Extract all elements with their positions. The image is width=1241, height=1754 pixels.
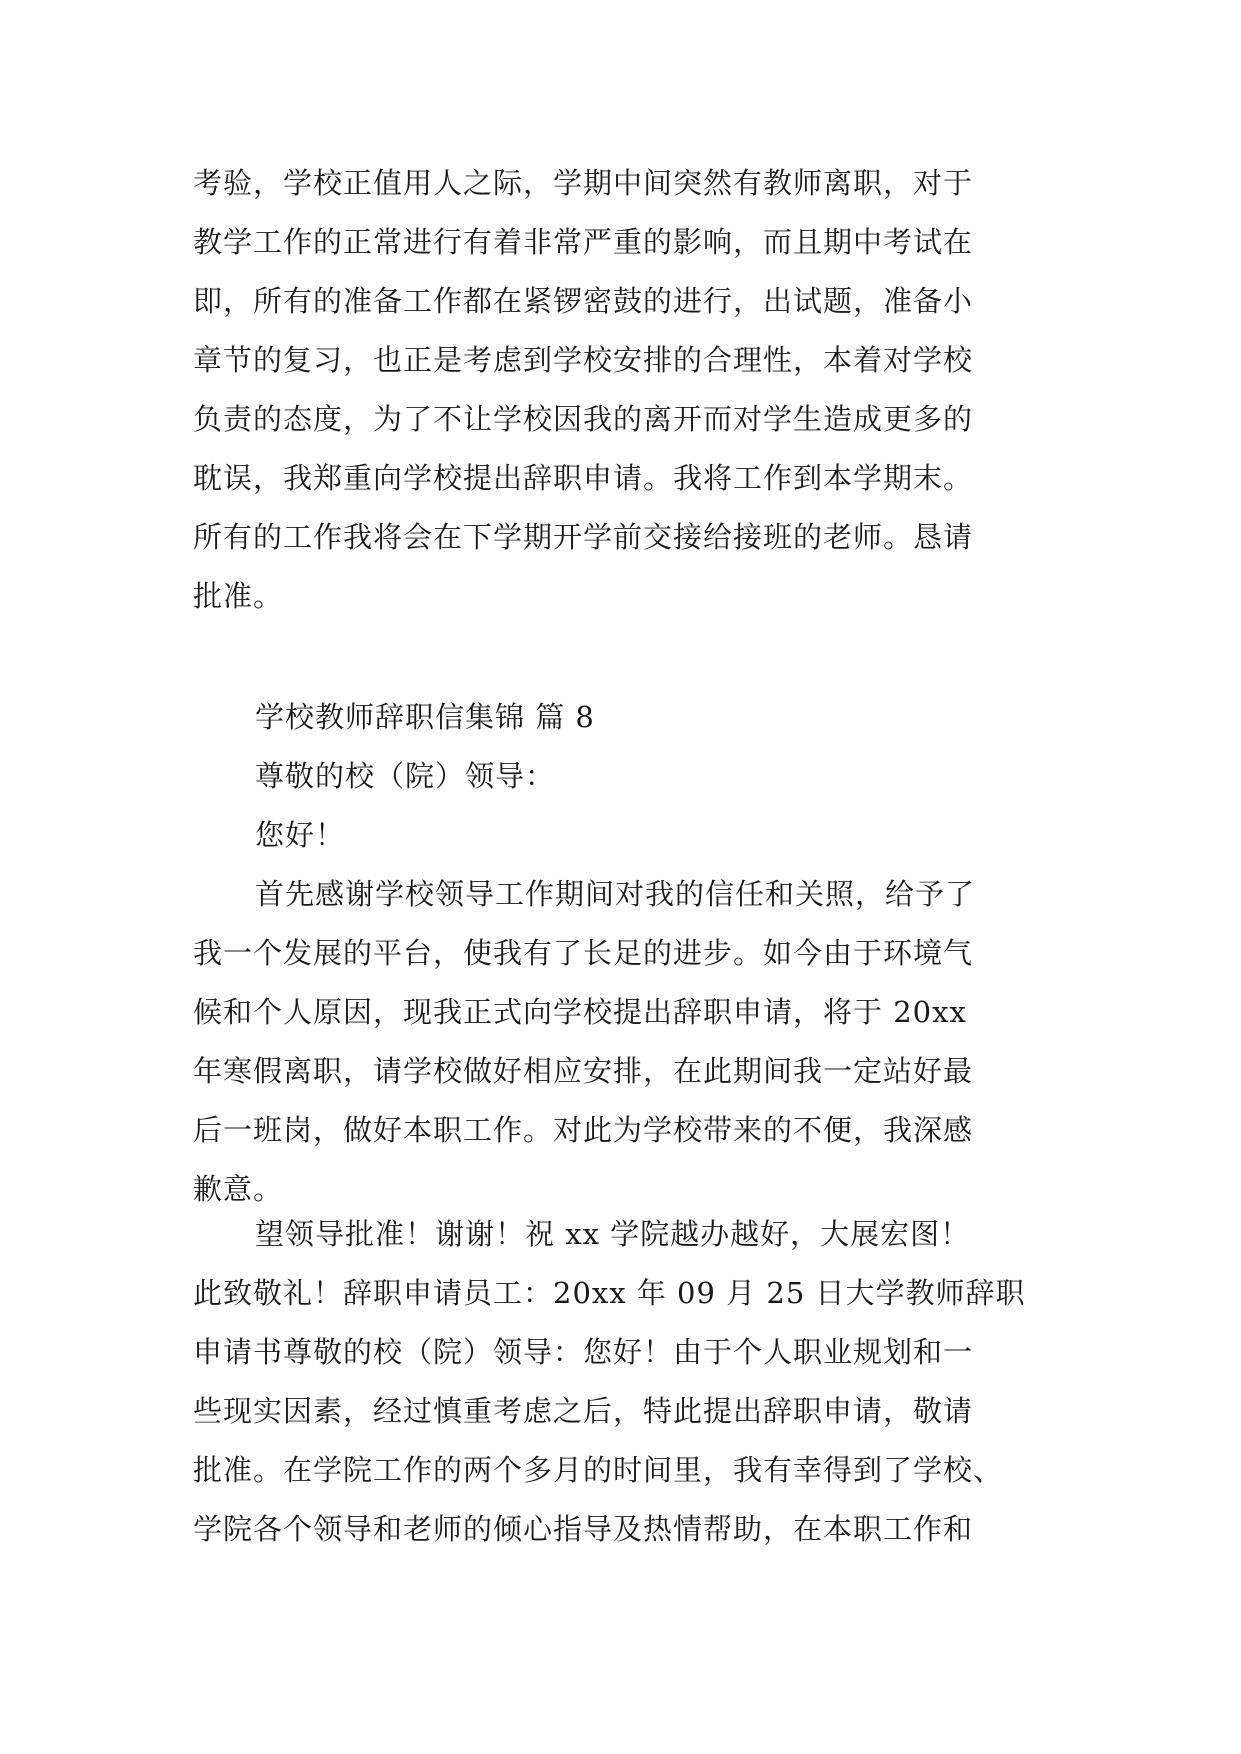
text-line: 负责的态度，为了不让学校因我的离开而对学生造成更多的 (193, 402, 974, 436)
text-line: 后一班岗，做好本职工作。对此为学校带来的不便，我深感 (193, 1113, 974, 1147)
text-line: 首先感谢学校领导工作期间对我的信任和关照，给予了 (255, 877, 976, 911)
letter-section (193, 688, 1063, 1219)
text-line: 我一个发展的平台，使我有了长足的进步。如今由于环境气 (193, 936, 974, 970)
text-line: 批准。在学院工作的两个多月的时间里，我有幸得到了学校、 (193, 1453, 1004, 1487)
text-line: 年寒假离职，请学校做好相应安排，在此期间我一定站好最 (193, 1054, 974, 1088)
text-line: 耽误，我郑重向学校提出辞职申请。我将工作到本学期末。 (193, 461, 974, 495)
text-line: 此致敬礼！辞职申请员工：20xx 年 09 月 25 日大学教师辞职 (193, 1276, 1026, 1310)
text-line: 歉意。 (193, 1172, 284, 1206)
text-line: 批准。 (193, 579, 284, 613)
text-line: 望领导批准！谢谢！祝 xx 学院越办越好，大展宏图！ (255, 1217, 971, 1251)
section-title: 学校教师辞职信集锦 篇 8 (255, 700, 595, 734)
paragraph-closing (193, 1205, 1063, 1559)
greeting: 您好！ (255, 818, 346, 852)
text-line: 学院各个领导和老师的倾心指导及热情帮助，在本职工作和 (193, 1512, 974, 1546)
text-line: 候和个人原因，现我正式向学校提出辞职申请，将于 20xx (193, 995, 967, 1029)
text-line: 申请书尊敬的校（院）领导：您好！由于个人职业规划和一 (193, 1335, 974, 1369)
text-line: 教学工作的正常进行有着非常严重的影响，而且期中考试在 (193, 225, 974, 259)
paragraph-continued (193, 154, 1063, 626)
text-line: 考验，学校正值用人之际，学期中间突然有教师离职，对于 (193, 166, 974, 200)
text-line: 所有的工作我将会在下学期开学前交接给接班的老师。恳请 (193, 520, 974, 554)
salutation: 尊敬的校（院）领导： (255, 759, 556, 793)
text-line: 些现实因素，经过慎重考虑之后，特此提出辞职申请，敬请 (193, 1394, 974, 1428)
text-line: 即，所有的准备工作都在紧锣密鼓的进行，出试题，准备小 (193, 284, 974, 318)
text-line: 章节的复习，也正是考虑到学校安排的合理性，本着对学校 (193, 343, 974, 377)
